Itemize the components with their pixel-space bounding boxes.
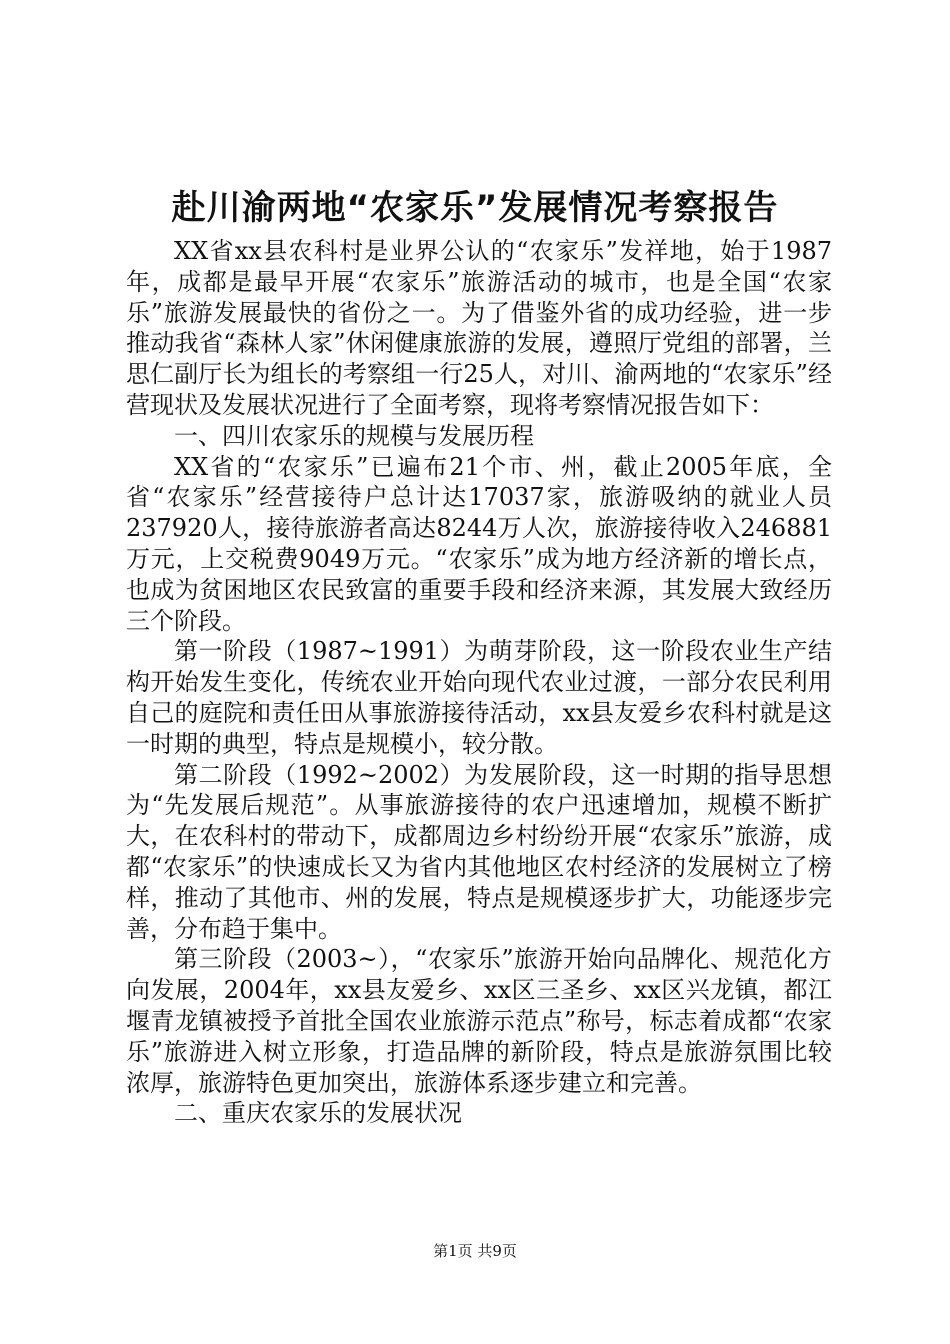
paragraph-stage-one: 第一阶段（1987~1991）为萌芽阶段，这一阶段农业生产结构开始发生变化，传统农业开始向现代农业过渡，一部分农民利用自己的庭院和责任田从事旅游接待活动，xx县友爱乡农科村就是这一时期的典型，特点是规模小，较分散。 <box>126 637 832 758</box>
section-heading-chongqing: 二、重庆农家乐的发展状况 <box>174 1099 462 1128</box>
paragraph-intro: XX省xx县农科村是业界公认的“农家乐”发祥地，始于1987年，成都是最早开展“农家乐”旅游活动的城市，也是全国“农家乐”旅游发展最快的省份之一。为了借鉴外省的成功经验，进一步推动我省“森林人家”休闲健康旅游的发展，遵照厅党组的部署，兰思仁副厅长为组长的考察组一行25人，对川、渝两地的“农家乐”经营现状及发展状况进行了全面考察，现将考察情况报告如下： <box>126 237 832 419</box>
paragraph-sichuan-scale: XX省的“农家乐”已遍布21个市、州，截止2005年底，全省“农家乐”经营接待户总计达17037家，旅游吸纳的就业人员237920人，接待旅游者高达8244万人次，旅游接待收入246881万元，上交税费9049万元。“农家乐”成为地方经济新的增长点，也成为贫困地区农民致富的重要手段和经济来源，其发展大致经历三个阶段。 <box>126 452 832 635</box>
paragraph-stage-three: 第三阶段（2003~），“农家乐”旅游开始向品牌化、规范化方向发展，2004年，xx县友爱乡、xx区三圣乡、xx区兴龙镇，都江堰青龙镇被授予首批全国农业旅游示范点”称号，标志着成都“农家乐”旅游进入树立形象，打造品牌的新阶段，特点是旅游氛围比较浓厚，旅游特色更加突出，旅游体系逐步建立和完善。 <box>126 945 832 1097</box>
document-body <box>126 236 832 1129</box>
page-number-footer: 第1页 共9页 <box>433 1242 517 1260</box>
paragraph-stage-two: 第二阶段（1992~2002）为发展阶段，这一时期的指导思想为“先发展后规范”。从事旅游接待的农户迅速增加，规模不断扩大，在农科村的带动下，成都周边乡村纷纷开展“农家乐”旅游，成都“农家乐”的快速成长又为省内其他地区农村经济的发展树立了榜样，推动了其他市、州的发展，特点是规模逐步扩大，功能逐步完善，分布趋于集中。 <box>126 760 832 943</box>
document-title: 赴川渝两地“农家乐”发展情况考察报告 <box>171 188 779 228</box>
section-heading-sichuan: 一、四川农家乐的规模与发展历程 <box>174 421 534 450</box>
